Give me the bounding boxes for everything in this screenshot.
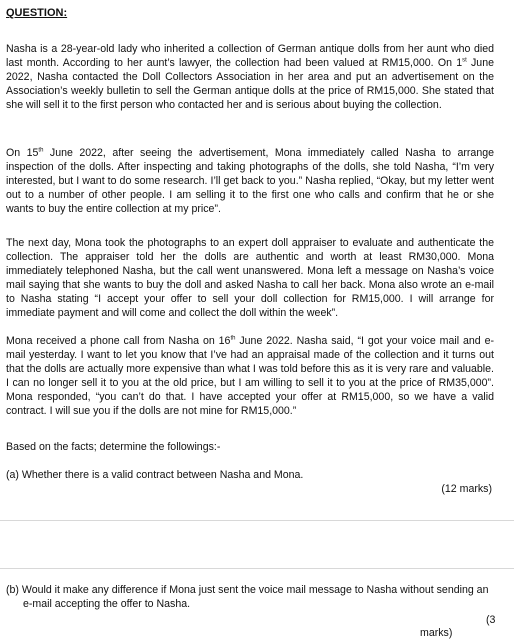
ordinal-suffix: th (230, 335, 236, 342)
question-a: (a) Whether there is a valid contract between Nasha and Mona. (6, 469, 304, 481)
ordinal-suffix: th (38, 147, 44, 154)
paragraph-text: On 15 (6, 147, 39, 159)
question-heading: QUESTION: (6, 7, 68, 19)
paragraph-text: June 2022. Nasha said, “I got your voice mail and e-mail yesterday. I want to let you know that I’ve had an appraisal made of the collection and it turns out that the dolls are actually more expensive than what I was told before this as it is very rare and valuable. I can no longer sell it to you at the old price, but I am willing to sell it to you at the price of RM35,000”. Mona responded, “you can’t do that. I have accepted your offer at RM15,000, so we have a valid contract. I will sue you if the dolls are not mine for RM15,000.” (6, 335, 494, 417)
paragraph-text: Mona received a phone call from Nasha on 16 (6, 335, 231, 347)
section-divider (0, 520, 514, 521)
facts-paragraph-1 (6, 42, 494, 112)
marks-b-close: marks) (420, 627, 453, 639)
facts-paragraph-4 (6, 334, 494, 418)
instruction-text: Based on the facts; determine the followings:- (6, 441, 221, 453)
section-divider (0, 568, 514, 569)
facts-paragraph-3: The next day, Mona took the photographs to an expert doll appraiser to evaluate and authenticate the collection. The appraiser told her the dolls are authentic and worth at least RM30,000. Mona immediately telephoned Nasha, but the call went unanswered. Mona left a message on Nasha’s voice mail saying that she wants to buy the doll and asked Nasha to call her back. Mona also wrote an e-mail to Nasha stating “I accept your offer to sell your doll collection for RM15,000. I will arrange for immediate payment and will come and collect the doll within the week”. (6, 237, 494, 319)
facts-paragraph-2 (6, 146, 494, 216)
paragraph-text: Nasha is a 28-year-old lady who inherited a collection of German antique dolls from her aunt who died last month. According to her aunt’s lawyer, the collection had been valued at RM15,000. On 1 (6, 43, 494, 69)
ordinal-suffix: st (462, 57, 467, 64)
marks-b-open: (3 (486, 614, 496, 626)
paragraph-text: June 2022, Nasha contacted the Doll Collectors Association in her area and put an advertisement on the Association’s weekly bulletin to sell the German antique dolls at the price of RM15,000. She stated that she will sell it to the first person who contacted her and is serious about buying the collection. (6, 57, 494, 111)
marks-a: (12 marks) (441, 483, 492, 495)
question-b: (b) Would it make any difference if Mona just sent the voice mail message to Nasha without sending an e-mail accepting the offer to Nasha. (6, 584, 489, 610)
paragraph-text: June 2022, after seeing the advertisement, Mona immediately called Nasha to arrange inspection of the dolls. After inspecting and taking photographs of the dolls, she told Nasha, “I’m very interested, but I want to do some research. I’ll get back to you.” Nasha replied, “Okay, but my letter went out to a number of other people. I am selling it to the first one who calls and confirm that he or she wants to buy the entire collection at my price”. (6, 147, 495, 215)
